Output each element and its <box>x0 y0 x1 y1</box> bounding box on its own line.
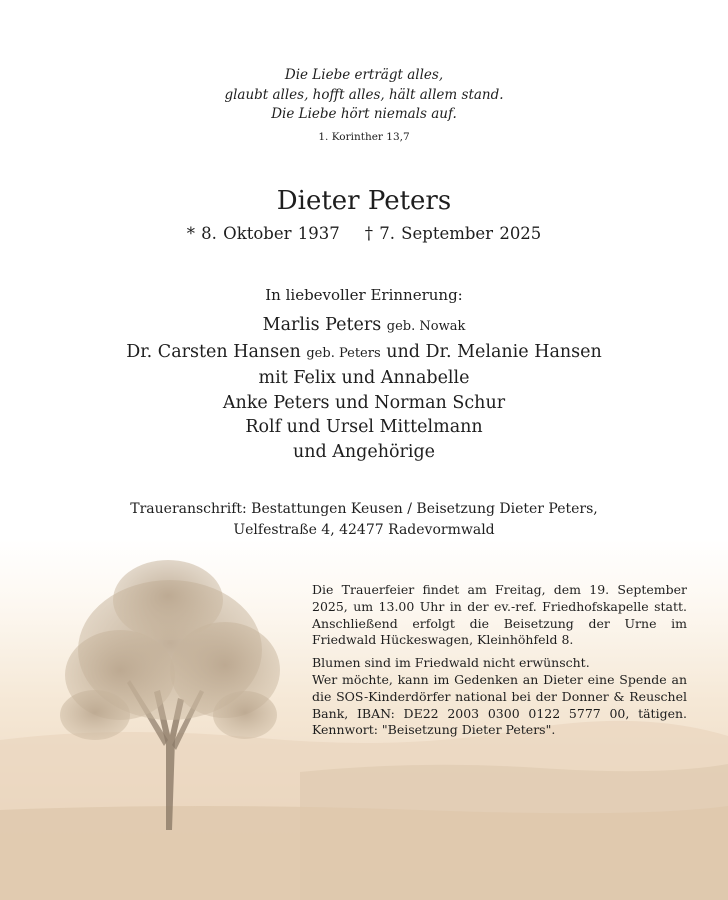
mourning-address <box>0 499 728 541</box>
verse-line: Die Liebe erträgt alles, <box>284 67 444 83</box>
mourner-line: Rolf und Ursel Mittelmann <box>245 417 483 437</box>
birth-date: * 8. Oktober 1937 <box>186 224 340 243</box>
verse-block <box>0 66 728 125</box>
mourner-line: mit Felix und Annabelle <box>258 368 470 388</box>
funeral-info <box>312 582 687 745</box>
ceremony-paragraph: Die Trauerfeier findet am Freitag, dem 19. September 2025, um 13.00 Uhr in der ev.-ref. Friedhofskapelle statt. Anschließend erfolgt die Beisetzung der Urne im Friedwald Hückeswagen, Kleinhöhfeld 8. <box>312 582 687 648</box>
deceased-name: Dieter Peters <box>276 186 452 216</box>
donation-note: Wer möchte, kann im Gedenken an Dieter eine Spende an die SOS-Kinderdörfer national bei der Donner & Reuschel Bank, IBAN: DE22 2003 0300 0122 5777 00, tätigen. Kennwort: "Beisetzung Dieter Peters". <box>312 671 687 738</box>
mourners-intro: In liebevoller Erinnerung: <box>265 286 463 304</box>
life-dates <box>0 224 728 243</box>
mourner-line <box>0 340 728 367</box>
donation-paragraph <box>312 655 687 739</box>
mourner-name: Marlis Peters <box>262 315 382 335</box>
mourner-name: Dr. Carsten Hansen <box>126 341 301 362</box>
maiden-name: geb. Nowak <box>386 319 466 334</box>
mourner-line: Anke Peters und Norman Schur <box>222 392 506 413</box>
mourner-line: und Angehörige <box>292 441 436 462</box>
address-line: Uelfestraße 4, 42477 Radevormwald <box>233 522 495 538</box>
verse-line: Die Liebe hört niemals auf. <box>271 106 457 122</box>
verse-line: glaubt alles, hofft alles, hält allem stand. <box>224 86 504 103</box>
mourner-line <box>0 313 728 340</box>
flowers-note: Blumen sind im Friedwald nicht erwünscht. <box>312 655 590 671</box>
address-line: Traueranschrift: Bestattungen Keusen / Beisetzung Dieter Peters, <box>130 501 598 517</box>
maiden-name: geb. Peters <box>306 345 381 361</box>
mourners-list <box>0 313 728 464</box>
verse-reference: 1. Korinther 13,7 <box>318 131 410 143</box>
mourner-name: und Dr. Melanie Hansen <box>386 341 602 362</box>
death-date: † 7. September 2025 <box>364 224 542 243</box>
